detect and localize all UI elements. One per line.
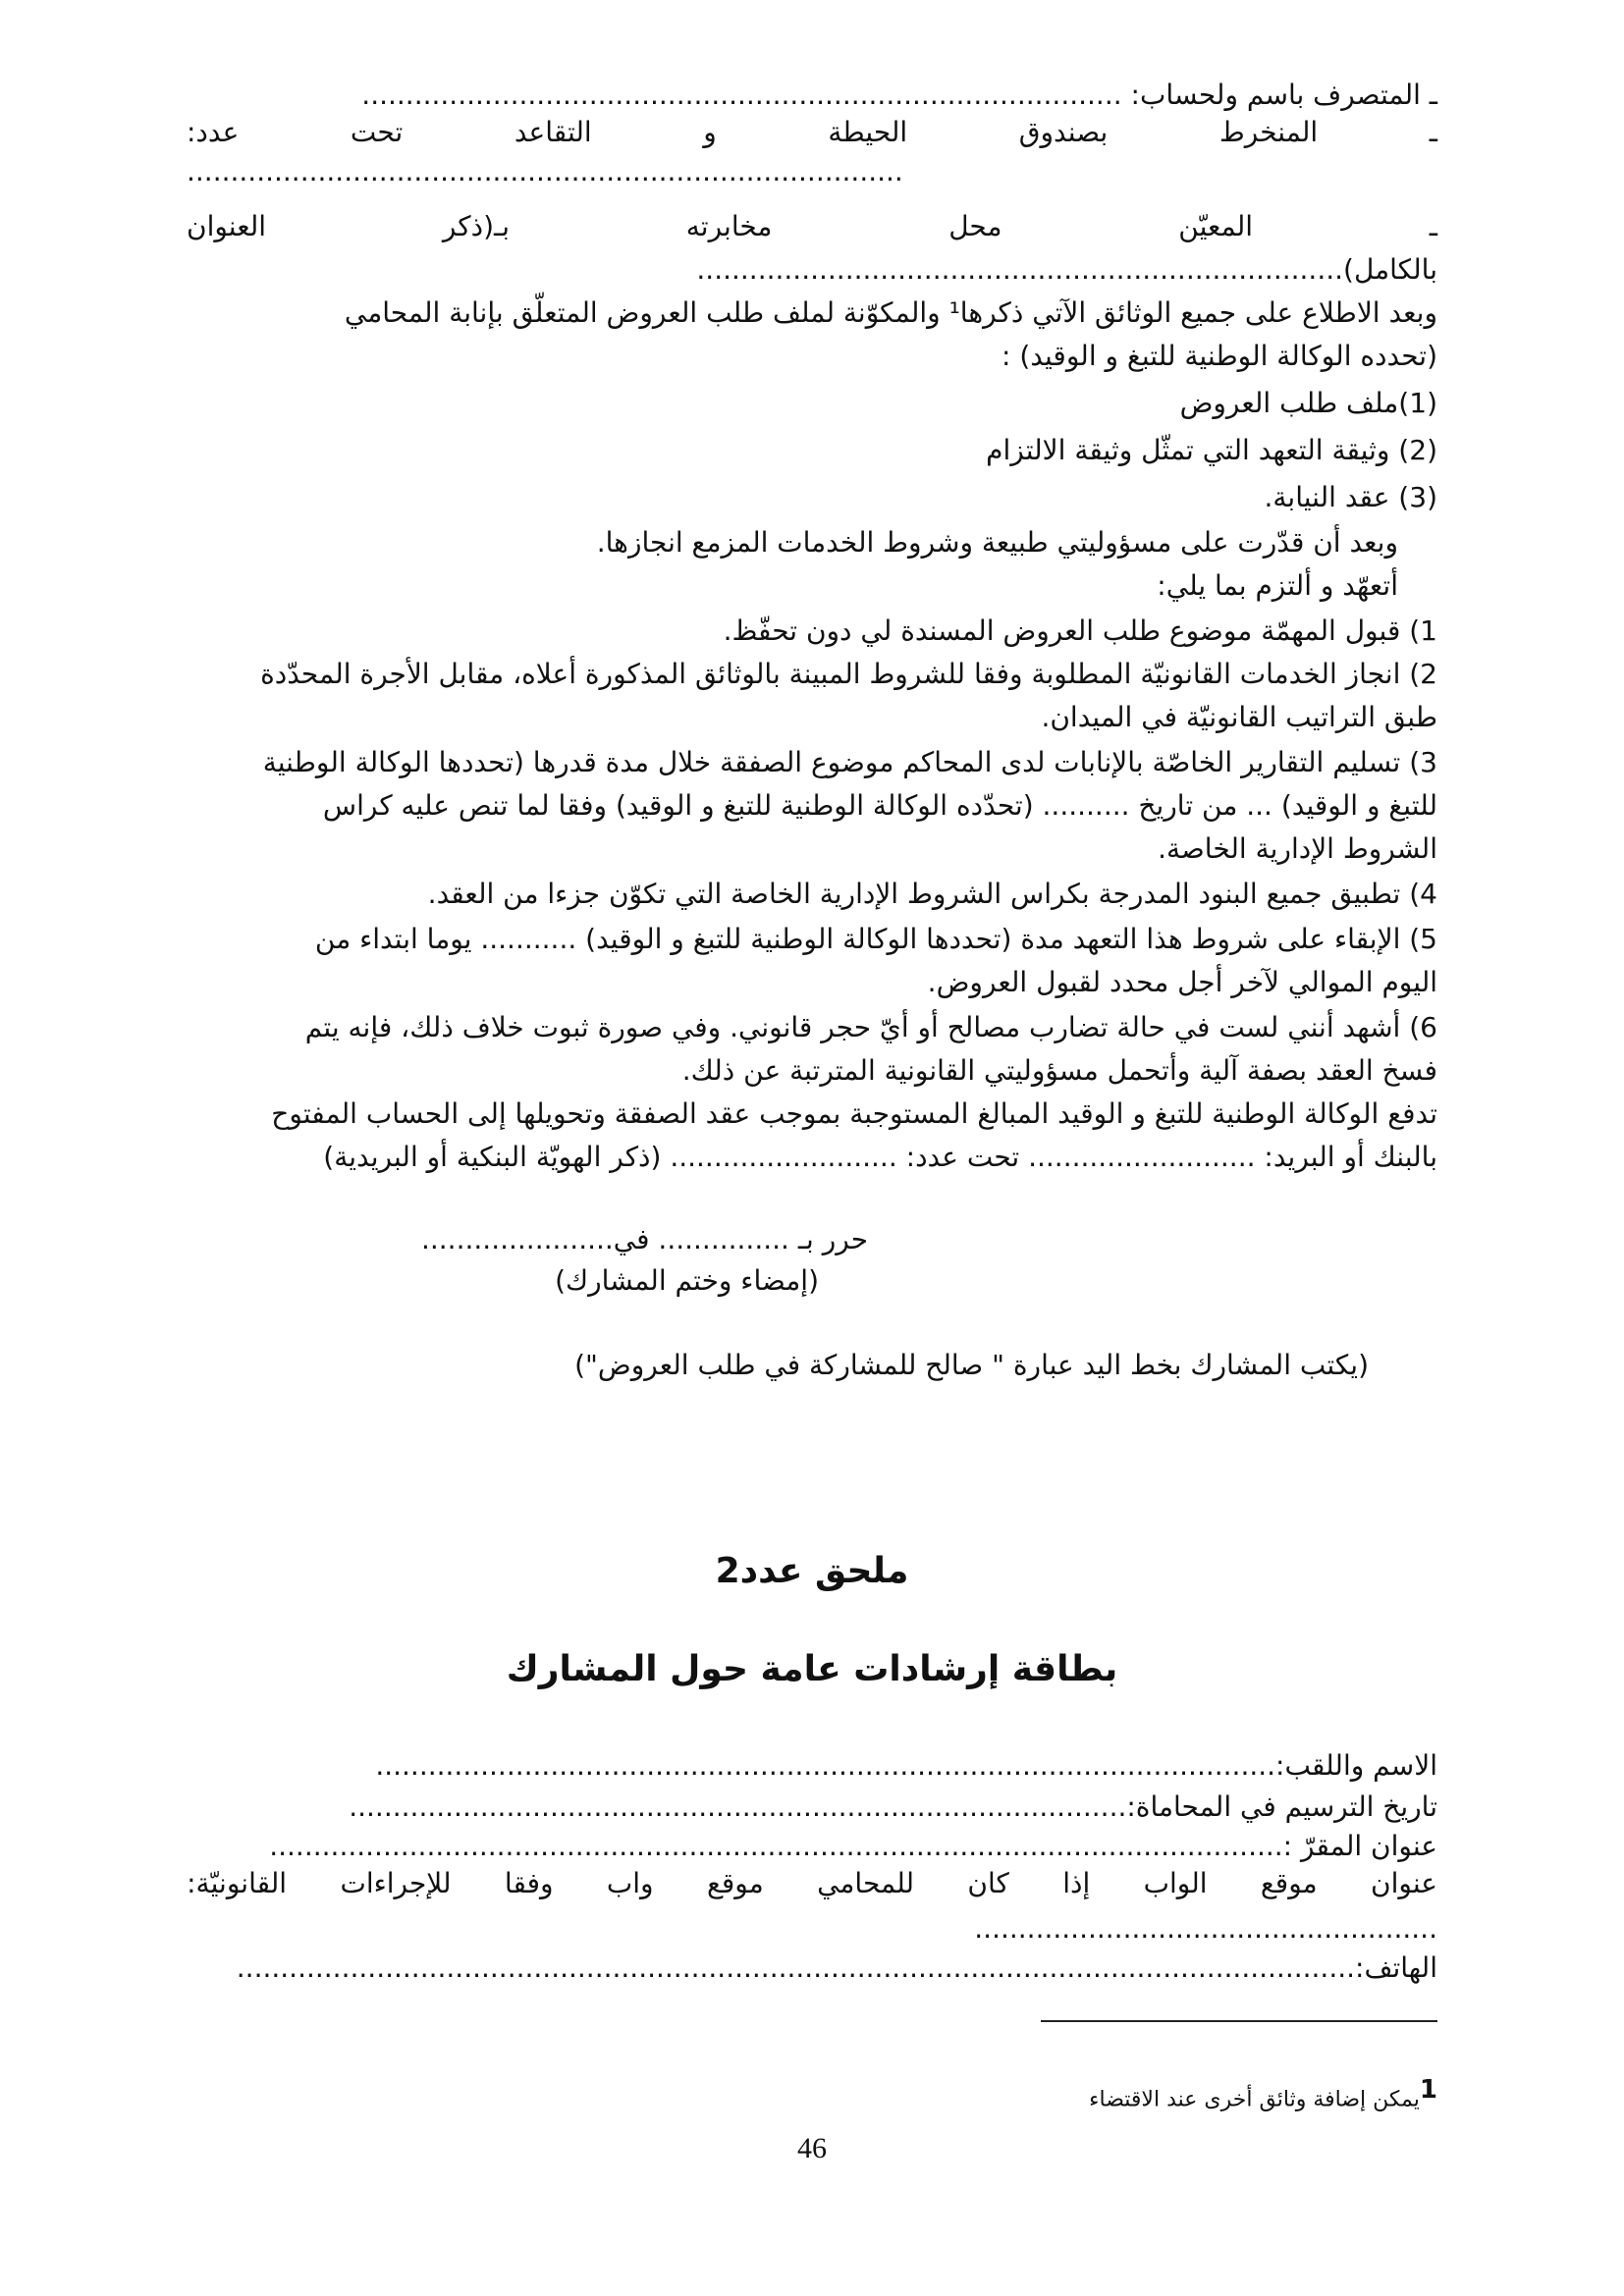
annex-subtitle: بطاقة إرشادات عامة حول المشارك	[506, 1649, 1118, 1689]
commitment-1: 1) قبول المهمّة موضوع طلب العروض المسندة لي دون تحفّظ.	[723, 614, 1437, 647]
commitment-4: 4) تطبيق جميع البنود المدرجة بكراس الشروط الإدارية الخاصة التي تكوّن جزءا من العقد.	[427, 878, 1437, 910]
website-word: للإجراءات	[340, 1867, 452, 1899]
affiliate-word: التقاعد	[514, 116, 592, 148]
website-word: القانونيّة:	[187, 1867, 288, 1899]
domicile-word: ـ	[1429, 210, 1437, 242]
commitment-5-line-1: 5) الإبقاء على شروط هذا التعهد مدة (تحددها الوكالة الوطنية للتبغ و الوقيد) ........... يوما ابتداء من	[314, 923, 1437, 955]
intro-line-1: وبعد الاطلاع على جميع الوثائق الآتي ذكرها¹ والمكوّنة لملف طلب العروض المتعلّق بإنابة المحامي	[344, 296, 1437, 329]
domicile-word: محل	[948, 210, 1002, 242]
affiliate-line	[187, 114, 1437, 151]
after-line-1: وبعد أن قدّرت على مسؤوليتي طبيعة وشروط الخدمات المزمع انجازها.	[596, 526, 1398, 559]
affiliate-word: و	[703, 116, 717, 148]
website-word: كان	[967, 1867, 1009, 1899]
annex-title: ملحق عدد2	[715, 1551, 909, 1591]
field-website-line	[187, 1865, 1437, 1902]
signature-label: (إمضاء وختم المشارك)	[555, 1264, 819, 1297]
field-website-dots: .....................................................	[974, 1912, 1437, 1945]
website-word: موقع	[1260, 1867, 1318, 1899]
handwrite-note: (يكتب المشارك بخط اليد عبارة " صالح للمشاركة في طلب العروض")	[574, 1349, 1369, 1381]
doc-item-2: (2) وثيقة التعهد التي تمثّل وثيقة الالتزام	[986, 434, 1437, 466]
commitment-6-line-2: فسخ العقد بصفة آلية وأتحمل مسؤوليتي القانونية المترتبة عن ذلك.	[681, 1054, 1437, 1087]
domicile-cont: بالكامل)..........................................................................	[696, 253, 1437, 286]
footnote-marker: 1	[1419, 2075, 1437, 2105]
commitment-3-line-3: الشروط الإدارية الخاصة.	[1158, 832, 1437, 865]
commitment-3-line-1: 3) تسليم التقارير الخاصّة بالإنابات لدى المحاكم موضوع الصفقة خلال مدة قدرها (تحددها الوكالة الوطنية	[262, 746, 1437, 778]
field-bar-date: تاريخ الترسيم في المحاماة:.........................................................................................	[349, 1790, 1437, 1823]
domicile-word: بـ(ذكر	[442, 210, 511, 242]
website-word: إذا	[1062, 1867, 1091, 1899]
domicile-word: العنوان	[187, 210, 267, 242]
commitment-6-line-1: 6) أشهد أنني لست في حالة تضارب مصالح أو أيّ حجر قانوني. وفي صورة ثبوت خلاف ذلك، فإنه يتم	[304, 1011, 1437, 1043]
commitment-3-line-2: للتبغ و الوقيد) ... من تاريخ .......... (تحدّده الوكالة الوطنية للتبغ و الوقيد) وفقا لما تنص عليه كراس	[322, 789, 1437, 822]
after-line-2: أتعهّد و ألتزم بما يلي:	[1157, 569, 1398, 602]
website-word: للمحامي	[817, 1867, 915, 1899]
affiliate-word: عدد:	[187, 116, 240, 148]
written-at: حرر بـ ............... في......................	[420, 1223, 868, 1255]
affiliate-word: بصندوق	[1018, 116, 1109, 148]
payment-line-1: تدفع الوكالة الوطنية للتبغ و الوقيد المبالغ المستوجبة بموجب عقد الصفقة وتحويلها إلى الحساب المفتوح	[271, 1097, 1437, 1130]
payment-line-2: بالبنك أو البريد: .......................... تحت عدد: .......................... (ذكر الهويّة البنكية أو البريدية)	[323, 1141, 1437, 1173]
affiliate-dots: ..................................................................................	[187, 155, 903, 187]
commitment-2-line-2: طبق التراتيب القانونيّة في الميدان.	[1041, 701, 1437, 733]
domicile-word: المعيّن	[1178, 210, 1254, 242]
footnote	[1089, 2073, 1437, 2116]
intro-line-2: (تحدده الوكالة الوطنية للتبغ و الوقيد) :	[1001, 340, 1437, 372]
affiliate-word: الحيطة	[828, 116, 908, 148]
website-word: واب	[606, 1867, 654, 1899]
affiliate-word: المنخرط	[1218, 116, 1319, 148]
page-number: 46	[797, 2132, 827, 2164]
doc-item-1: (1)ملف طلب العروض	[1179, 387, 1437, 419]
website-word: عنوان	[1371, 1867, 1437, 1899]
field-phone: الهاتف:................................................................................................................................	[236, 1951, 1437, 1984]
doc-item-3: (3) عقد النيابة.	[1264, 481, 1437, 513]
domicile-line	[187, 208, 1437, 245]
domicile-word: مخابرته	[685, 210, 773, 242]
commitment-5-line-2: اليوم الموالي لآخر أجل محدد لقبول العروض.	[927, 966, 1437, 998]
website-word: وفقا	[504, 1867, 554, 1899]
field-hq-address: عنوان المقرّ :....................................................................................................................	[269, 1830, 1437, 1862]
affiliate-word: ـ	[1429, 116, 1437, 148]
footnote-separator	[1041, 2020, 1437, 2022]
field-name: الاسم واللقب:.......................................................................................................	[375, 1749, 1437, 1782]
disposer-line: ـ المتصرف باسم ولحساب: .......................................................................................	[361, 79, 1437, 111]
footnote-text: يمكن إضافة وثائق أخرى عند الاقتضاء	[1089, 2087, 1420, 2112]
website-word: الواب	[1143, 1867, 1208, 1899]
commitment-2-line-1: 2) انجاز الخدمات القانونيّة المطلوبة وفقا للشروط المبينة بالوثائق المذكورة أعلاه، مقابل الأجرة المحدّدة	[260, 658, 1437, 690]
website-word: موقع	[706, 1867, 764, 1899]
affiliate-word: تحت	[350, 116, 404, 148]
